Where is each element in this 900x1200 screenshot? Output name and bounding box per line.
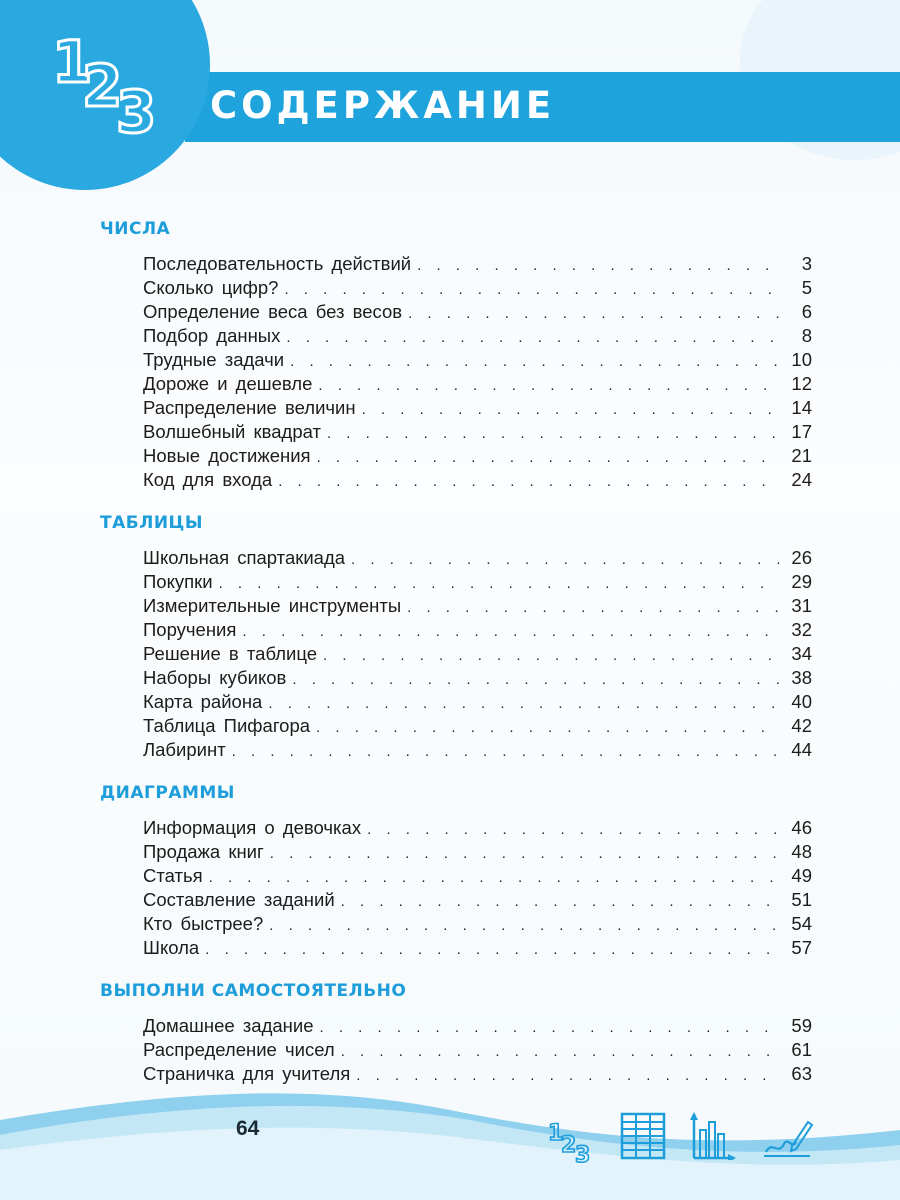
entry-title: Решение в таблице — [143, 643, 318, 664]
entry-title: Поручения — [143, 619, 237, 640]
toc-entry[interactable] — [143, 936, 812, 960]
entry-page: 40 — [791, 691, 812, 712]
entry-title: Код для входа — [143, 469, 273, 490]
entry-title: Определение веса без весов — [143, 301, 403, 322]
section-title: ВЫПОЛНИ САМОСТОЯТЕЛЬНО — [100, 981, 407, 1001]
leader-dots — [318, 374, 780, 398]
leader-dots — [316, 716, 780, 740]
entry-page: 5 — [801, 277, 812, 298]
leader-dots — [407, 596, 780, 620]
leader-dots — [284, 278, 780, 302]
entry-title: Статья — [143, 865, 203, 886]
entry-page: 51 — [791, 889, 812, 910]
table-icon — [620, 1112, 666, 1160]
section-title: ТАБЛИЦЫ — [100, 513, 203, 533]
toc-entry[interactable] — [143, 396, 812, 420]
toc-entry[interactable] — [143, 468, 812, 492]
toc-entry[interactable] — [143, 666, 812, 690]
entry-title: Распределение чисел — [143, 1039, 335, 1060]
entry-title: Домашнее задание — [143, 1015, 314, 1036]
entry-page: 49 — [791, 865, 812, 886]
entry-title: Таблица Пифагора — [143, 715, 311, 736]
entry-title: Лабиринт — [143, 739, 226, 760]
entry-title: Карта района — [143, 691, 263, 712]
numbers-logo-icon — [44, 20, 164, 140]
entry-title: Страничка для учителя — [143, 1063, 351, 1084]
entry-title: Школьная спартакиада — [143, 547, 346, 568]
toc-entry[interactable] — [143, 690, 812, 714]
entry-page: 63 — [791, 1063, 812, 1084]
leader-dots — [268, 692, 780, 716]
entry-title: Последовательность действий — [143, 253, 412, 274]
entry-page: 17 — [791, 421, 812, 442]
toc-entry[interactable] — [143, 840, 812, 864]
numbers-icon — [546, 1118, 594, 1164]
entry-title: Измерительные инструменты — [143, 595, 402, 616]
toc-entry[interactable] — [143, 324, 812, 348]
entry-page: 31 — [791, 595, 812, 616]
toc-entry[interactable] — [143, 642, 812, 666]
entry-page: 3 — [801, 253, 812, 274]
entry-page: 38 — [791, 667, 812, 688]
toc-entry[interactable] — [143, 888, 812, 912]
entry-page: 57 — [791, 937, 812, 958]
bar-chart-icon — [690, 1112, 736, 1160]
leader-dots — [269, 914, 780, 938]
leader-dots — [408, 302, 780, 326]
toc-section-diagrams — [100, 780, 812, 960]
entry-page: 24 — [791, 469, 812, 490]
toc-entry[interactable] — [143, 570, 812, 594]
leader-dots — [270, 842, 780, 866]
svg-text:1: 1 — [548, 1121, 564, 1146]
leader-dots — [417, 254, 780, 278]
toc-entry[interactable] — [143, 348, 812, 372]
logo-digit-3: 3 — [116, 78, 157, 140]
svg-text:3: 3 — [575, 1143, 591, 1164]
toc-entry[interactable] — [143, 864, 812, 888]
entry-page: 48 — [791, 841, 812, 862]
page-title: СОДЕРЖАНИЕ — [210, 84, 556, 127]
leader-dots — [351, 548, 780, 572]
entry-page: 26 — [791, 547, 812, 568]
entry-page: 59 — [791, 1015, 812, 1036]
leader-dots — [232, 740, 780, 764]
toc-section-tables — [100, 510, 812, 762]
entry-title: Распределение величин — [143, 397, 356, 418]
leader-dots — [278, 470, 780, 494]
toc-entry[interactable] — [143, 276, 812, 300]
section-title: ЧИСЛА — [100, 219, 171, 239]
entry-title: Покупки — [143, 571, 213, 592]
toc-entry[interactable] — [143, 300, 812, 324]
toc-entry[interactable] — [143, 546, 812, 570]
footer-wave — [0, 1000, 900, 1200]
entry-title: Продажа книг — [143, 841, 264, 862]
page-number: 64 — [236, 1117, 260, 1140]
leader-dots — [317, 446, 780, 470]
leader-dots — [205, 938, 780, 962]
section-title: ДИАГРАММЫ — [100, 783, 235, 803]
entry-page: 29 — [791, 571, 812, 592]
entry-page: 6 — [801, 301, 812, 322]
entry-page: 21 — [791, 445, 812, 466]
logo-digit-2: 2 — [82, 52, 123, 120]
entry-page: 42 — [791, 715, 812, 736]
entry-page: 46 — [791, 817, 812, 838]
leader-dots — [209, 866, 780, 890]
leader-dots — [323, 644, 780, 668]
entry-title: Новые достижения — [143, 445, 311, 466]
toc-section-numbers — [100, 216, 812, 492]
toc-entry[interactable] — [143, 372, 812, 396]
entry-title: Волшебный квадрат — [143, 421, 321, 442]
entry-title: Школа — [143, 937, 200, 958]
leader-dots — [367, 818, 780, 842]
entry-title: Составление заданий — [143, 889, 335, 910]
leader-dots — [341, 890, 780, 914]
svg-text:2: 2 — [561, 1133, 577, 1158]
leader-dots — [362, 398, 780, 422]
entry-page: 44 — [791, 739, 812, 760]
entry-page: 32 — [791, 619, 812, 640]
toc-entry[interactable] — [143, 594, 812, 618]
toc-entry[interactable] — [143, 816, 812, 840]
toc-entry[interactable] — [143, 738, 812, 762]
toc-entry[interactable] — [143, 912, 812, 936]
leader-dots — [292, 668, 780, 692]
entry-page: 34 — [791, 643, 812, 664]
entry-page: 8 — [801, 325, 812, 346]
leader-dots — [290, 350, 780, 374]
toc-entry[interactable] — [143, 252, 812, 276]
leader-dots — [286, 326, 780, 350]
entry-title: Подбор данных — [143, 325, 281, 346]
toc-entry[interactable] — [143, 444, 812, 468]
entry-page: 10 — [791, 349, 812, 370]
leader-dots — [219, 572, 780, 596]
entry-page: 61 — [791, 1039, 812, 1060]
entry-page: 12 — [791, 373, 812, 394]
entry-title: Трудные задачи — [143, 349, 285, 370]
logo-digit-1: 1 — [52, 28, 93, 96]
entry-title: Наборы кубиков — [143, 667, 287, 688]
entry-title: Кто быстрее? — [143, 913, 264, 934]
table-of-contents — [100, 216, 812, 1086]
entry-title: Дороже и дешевле — [143, 373, 313, 394]
toc-entry[interactable] — [143, 618, 812, 642]
pencil-writing-icon — [762, 1116, 814, 1160]
leader-dots — [242, 620, 780, 644]
toc-entry[interactable] — [143, 714, 812, 738]
leader-dots — [327, 422, 780, 446]
toc-entry[interactable] — [143, 420, 812, 444]
entry-title: Сколько цифр? — [143, 277, 279, 298]
entry-page: 54 — [791, 913, 812, 934]
entry-title: Информация о девочках — [143, 817, 362, 838]
entry-page: 14 — [791, 397, 812, 418]
